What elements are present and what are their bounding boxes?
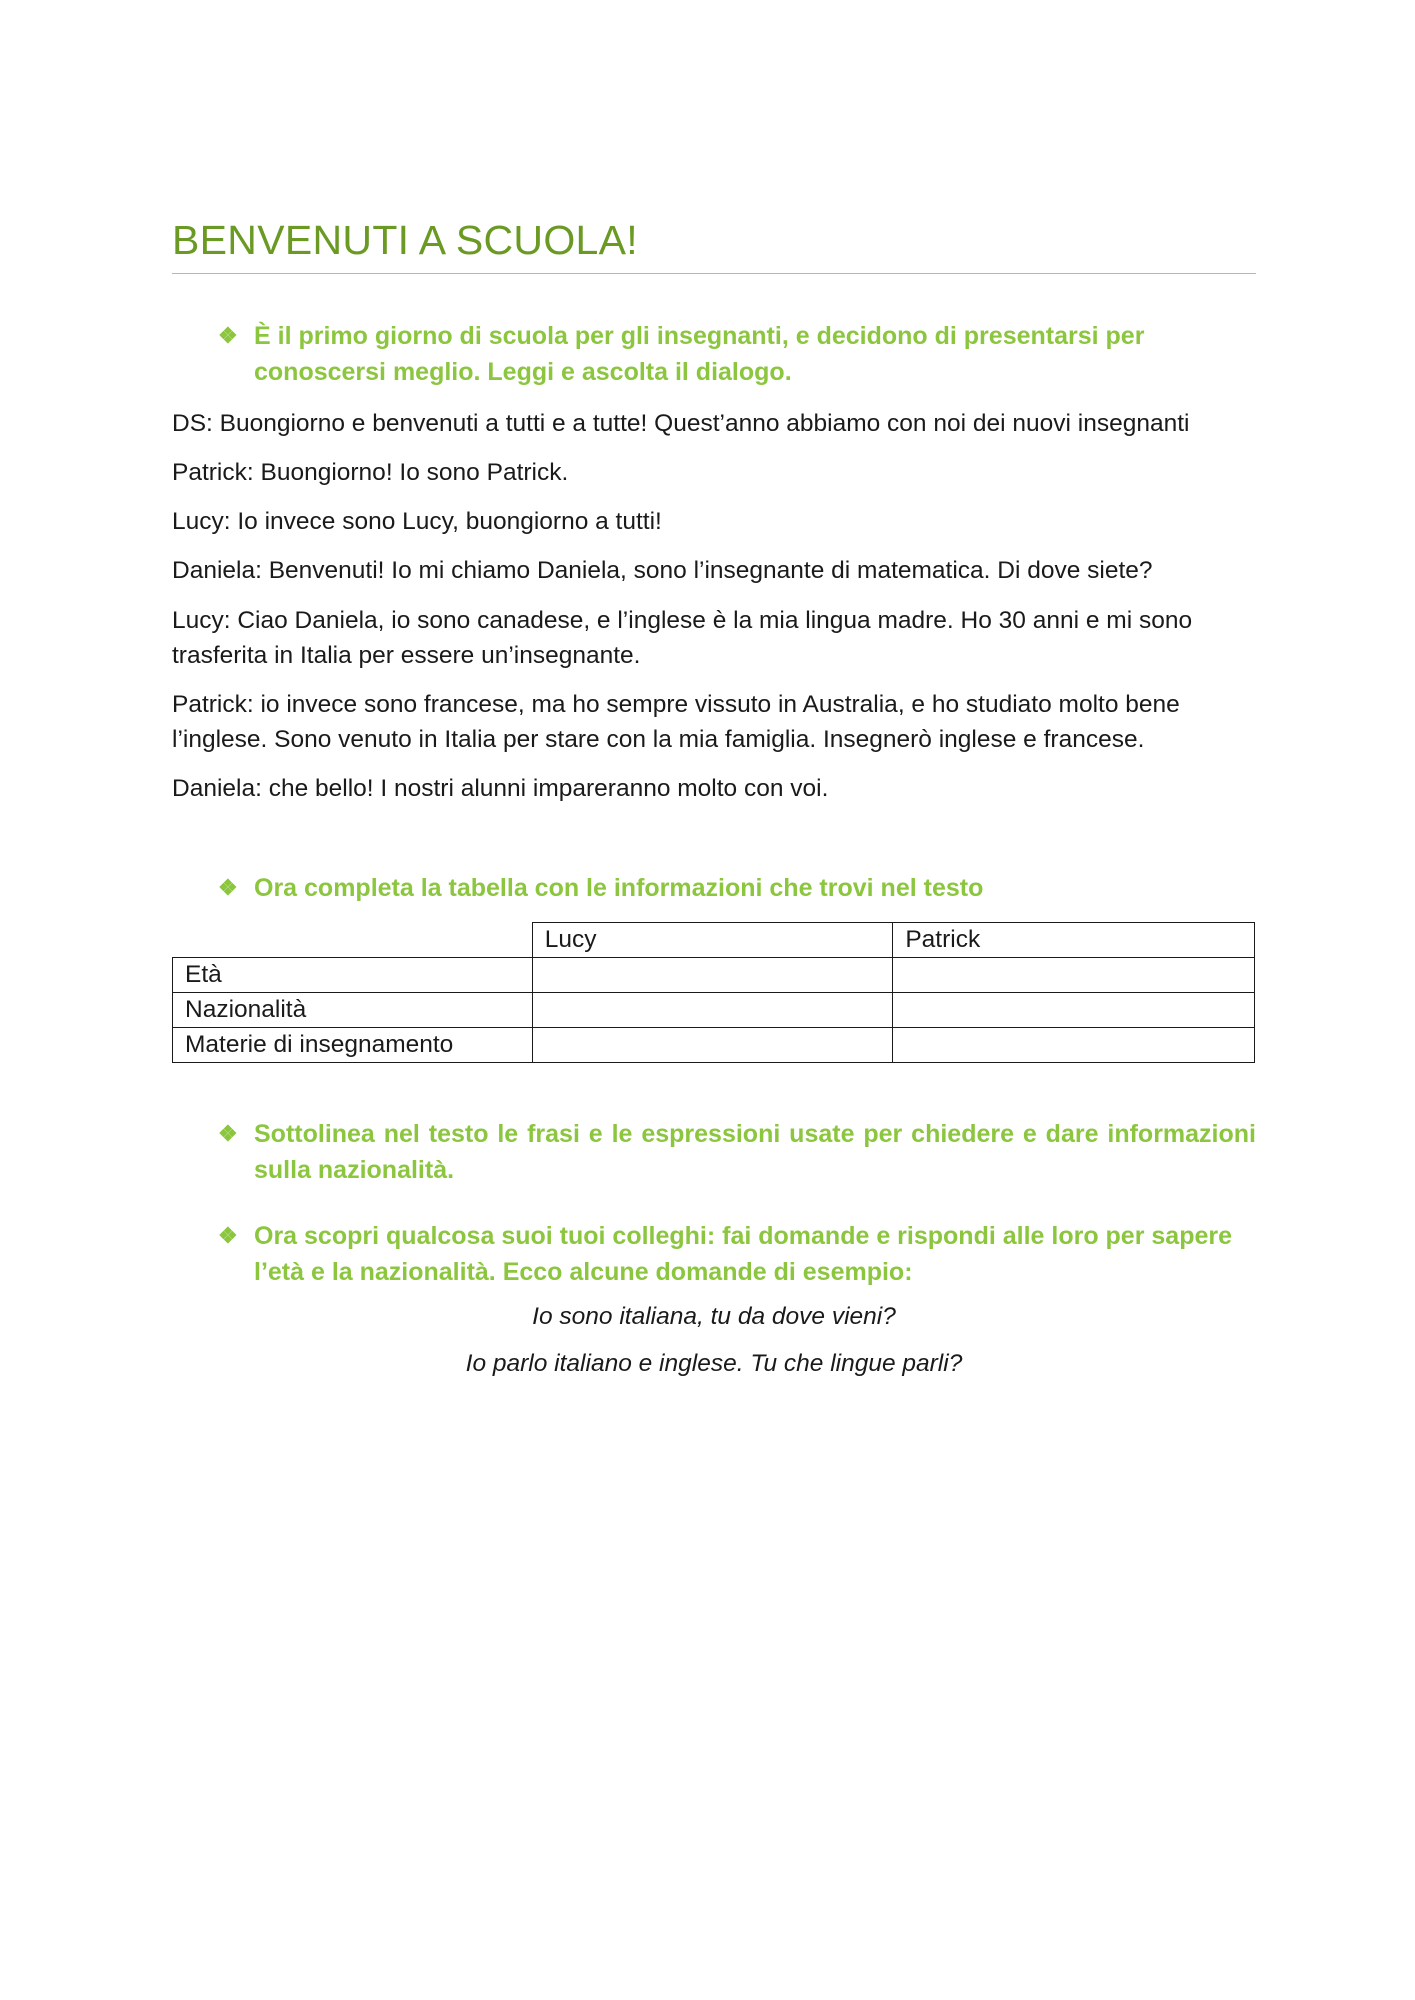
diamond-bullet-icon: ❖ — [218, 875, 238, 900]
table-header-row — [173, 923, 1255, 958]
example-question-1: Io sono italiana, tu da dove vieni? — [532, 1303, 896, 1330]
example-question-2: Io parlo italiano e inglese. Tu che lingue parli? — [465, 1350, 963, 1377]
table-row — [173, 1028, 1255, 1063]
instruction-underline — [218, 1116, 1256, 1188]
table-row-label: Età — [173, 958, 533, 993]
instruction-text: È il primo giorno di scuola per gli insegnanti, e decidono di presentarsi per conoscersi meglio. Leggi e ascolta il dialogo. — [254, 322, 1145, 386]
dialogue-line-ds: DS: Buongiorno e benvenuti a tutti e a tutte! Quest’anno abbiamo con noi dei nuovi insegnanti — [172, 410, 1190, 437]
page-title: BENVENUTI A SCUOLA! — [172, 218, 1256, 274]
table-row-label: Nazionalità — [173, 993, 533, 1028]
table-cell-lucy[interactable] — [532, 958, 893, 993]
dialogue-line-daniela-2: Daniela: che bello! I nostri alunni impareranno molto con voi. — [172, 775, 829, 802]
table-row — [173, 993, 1255, 1028]
instruction-ask-colleagues — [218, 1218, 1256, 1290]
table-row — [173, 958, 1255, 993]
instruction-complete-table — [218, 870, 1256, 906]
info-table — [172, 922, 1255, 1063]
table-cell-lucy[interactable] — [532, 993, 893, 1028]
dialogue-line-patrick-1: Patrick: Buongiorno! Io sono Patrick. — [172, 459, 569, 486]
dialogue-line-daniela-1: Daniela: Benvenuti! Io mi chiamo Daniela, sono l’insegnante di matematica. Di dove siete? — [172, 557, 1153, 584]
dialogue-line-lucy-2: Lucy: Ciao Daniela, io sono canadese, e l’inglese è la mia lingua madre. Ho 30 anni e mi sono trasferita in Italia per essere un’insegnante. — [172, 607, 1193, 669]
instruction-text: Ora completa la tabella con le informazioni che trovi nel testo — [254, 874, 984, 902]
diamond-bullet-icon: ❖ — [218, 323, 238, 348]
instruction-text: Ora scopri qualcosa suoi tuoi colleghi: fai domande e rispondi alle loro per sapere l’età e la nazionalità. Ecco alcune domande di esempio: — [254, 1222, 1233, 1286]
instruction-text: Sottolinea nel testo le frasi e le espressioni usate per chiedere e dare informazioni sulla nazionalità. — [254, 1120, 1256, 1184]
table-row-label: Materie di insegnamento — [173, 1028, 533, 1063]
dialogue-line-lucy-1: Lucy: Io invece sono Lucy, buongiorno a tutti! — [172, 508, 662, 535]
table-cell-lucy[interactable] — [532, 1028, 893, 1063]
table-header-lucy: Lucy — [532, 923, 893, 958]
dialogue-line-patrick-2: Patrick: io invece sono francese, ma ho sempre vissuto in Australia, e ho studiato molto bene l’inglese. Sono venuto in Italia per stare con la mia famiglia. Insegnerò inglese e francese. — [172, 691, 1180, 753]
instruction-read-dialogue — [218, 318, 1256, 390]
table-corner-cell — [173, 923, 533, 958]
table-header-patrick: Patrick — [893, 923, 1255, 958]
table-cell-patrick[interactable] — [893, 1028, 1255, 1063]
diamond-bullet-icon: ❖ — [218, 1121, 238, 1146]
table-cell-patrick[interactable] — [893, 958, 1255, 993]
table-cell-patrick[interactable] — [893, 993, 1255, 1028]
diamond-bullet-icon: ❖ — [218, 1223, 238, 1248]
